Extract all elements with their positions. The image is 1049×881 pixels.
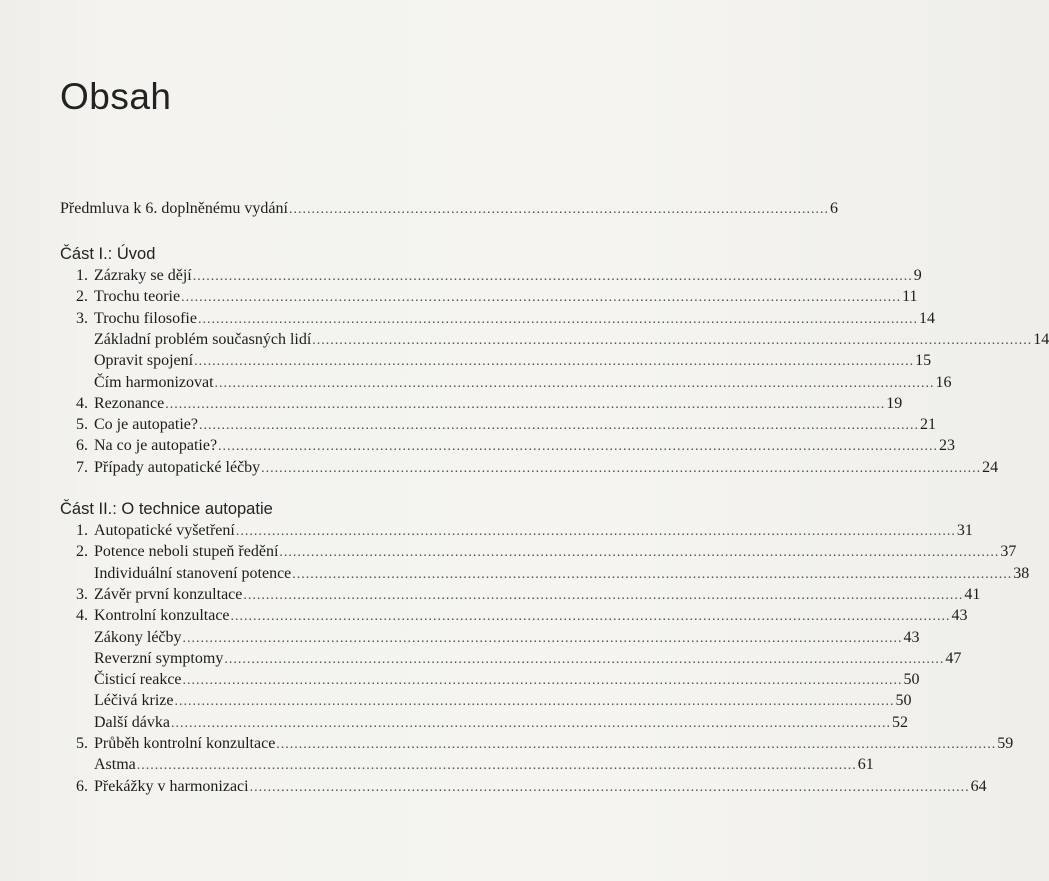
toc-entry [60, 330, 1049, 353]
dot-leader: ................................................................................................................................................................ [174, 694, 895, 710]
toc-entry [60, 288, 918, 310]
toc-entry-label: Základní problém současných lidí [94, 330, 312, 348]
toc-entry [60, 692, 912, 714]
page-title: Obsah [60, 76, 172, 117]
dot-leader: ................................................................................................................................................................ [230, 609, 951, 625]
dot-leader: ................................................................................................................................................................ [235, 524, 956, 539]
toc-entry [60, 543, 1017, 565]
toc-entry-label: Individuální stanovení potence [94, 564, 292, 582]
toc-entry-label: Potence neboli stupeň ředění [94, 543, 279, 561]
toc-entry [60, 309, 935, 332]
toc-entry [60, 671, 920, 693]
toc-entry [60, 735, 1014, 757]
part-1-heading: Část I.: Úvod [60, 245, 156, 263]
dot-leader: ................................................................................................................................................................ [181, 290, 902, 306]
toc-entry-page: 59 [997, 735, 1014, 752]
dot-leader: ................................................................................................................................................................ [279, 545, 1000, 561]
toc-entry [60, 437, 956, 459]
toc-entry-page: 50 [895, 692, 912, 710]
toc-entry-number: 3. [76, 309, 88, 327]
toc-entry-page: 11 [902, 288, 918, 306]
toc-entry [60, 564, 1030, 587]
toc-entry-page: 31 [956, 522, 973, 539]
toc-entry-number: 1. [76, 267, 88, 284]
dot-leader: ................................................................................................................................................................ [276, 737, 997, 752]
dot-leader: ................................................................................................................................................................ [312, 332, 1033, 348]
toc-entry-label: Zákony léčby [94, 628, 182, 646]
toc-entry-label: Autopatické vyšetření [94, 522, 235, 539]
toc-entry-page: 16 [935, 373, 952, 391]
toc-entry-page: 6 [829, 200, 838, 217]
dot-leader: ................................................................................................................................................................ [197, 311, 918, 327]
toc-entry-page: 43 [951, 607, 968, 625]
toc-entry-page: 9 [913, 267, 922, 284]
dot-leader: ................................................................................................................................................................ [194, 354, 915, 370]
dot-leader: ................................................................................................................................................................ [224, 651, 945, 667]
toc-entry-number: 6. [76, 437, 88, 455]
toc-entry-page: 61 [857, 756, 874, 774]
toc-entry [60, 416, 936, 438]
toc-entry-page: 24 [982, 458, 999, 476]
toc-entry-label: Průběh kontrolní konzultace [94, 735, 276, 752]
toc-entry-label: Léčivá krize [94, 692, 174, 710]
toc-entry-label: Čisticí reakce [94, 671, 182, 689]
toc-entry [60, 649, 962, 672]
toc-entry-number: 5. [76, 416, 88, 434]
toc-entry-page: 50 [903, 671, 920, 689]
toc-entry-page: 38 [1013, 564, 1030, 582]
dot-leader: ................................................................................................................................................................ [218, 439, 939, 455]
toc-entry-label: Překážky v harmonizaci [94, 777, 249, 795]
part-2-heading: Část II.: O technice autopatie [60, 500, 273, 518]
toc-entry-page: 14 [918, 309, 935, 327]
toc-entry-label: Trochu filosofie [94, 309, 197, 327]
dot-leader: ................................................................................................................................................................ [249, 779, 970, 795]
toc-entry-label: Závěr první konzultace [94, 585, 243, 603]
dot-leader: ................................................................................................................................................................ [261, 460, 982, 476]
toc-entry-number: 7. [76, 458, 88, 476]
toc-entry [60, 756, 874, 778]
toc-entry-page: 23 [939, 437, 956, 455]
toc-entry-preface [60, 200, 838, 222]
toc-entry [60, 777, 987, 800]
toc-entry-number: 6. [76, 777, 88, 795]
toc-entry-label: Kontrolní konzultace [94, 607, 230, 625]
toc-entry [60, 352, 932, 374]
toc-entry-label: Další dávka [94, 713, 170, 731]
toc-entry-label: Předmluva k 6. doplněnému vydání [60, 200, 288, 217]
toc-entry-label: Rezonance [94, 394, 165, 412]
dot-leader: ................................................................................................................................................................ [136, 758, 857, 774]
dot-leader: ........................................................................................................................ [288, 202, 829, 217]
toc-entry [60, 628, 920, 651]
toc-entry-page: 14 [1033, 330, 1049, 348]
toc-entry-number: 4. [76, 394, 88, 412]
dot-leader: ................................................................................................................................................................ [243, 587, 964, 603]
toc-entry-label: Reverzní symptomy [94, 649, 224, 667]
toc-entry-label: Zázraky se dějí [94, 267, 192, 284]
dot-leader: ................................................................................................................................................................ [198, 418, 919, 434]
dot-leader: ................................................................................................................................................................ [165, 396, 886, 412]
toc-entry-label: Případy autopatické léčby [94, 458, 261, 476]
toc-entry [60, 373, 952, 396]
toc-entry-page: 43 [903, 628, 920, 646]
toc-entry-label: Co je autopatie? [94, 416, 198, 434]
toc-entry-page: 52 [891, 713, 908, 731]
toc-entry [60, 585, 981, 608]
dot-leader: ................................................................................................................................................................ [192, 269, 913, 284]
toc-entry-label: Na co je autopatie? [94, 437, 218, 455]
toc-entry-page: 37 [1000, 543, 1017, 561]
toc-entry [60, 267, 922, 289]
toc-entry-label: Opravit spojení [94, 352, 194, 370]
dot-leader: ................................................................................................................................................................ [292, 566, 1013, 582]
toc-entry-page: 21 [919, 416, 936, 434]
dot-leader: ................................................................................................................................................................ [170, 715, 891, 731]
toc-entry [60, 713, 908, 736]
toc-entry-page: 47 [945, 649, 962, 667]
dot-leader: ................................................................................................................................................................ [182, 673, 903, 689]
toc-entry-page: 41 [964, 585, 981, 603]
toc-entry [60, 458, 999, 481]
toc-entry-number: 4. [76, 607, 88, 625]
toc-entry-number: 3. [76, 585, 88, 603]
toc-entry-number: 2. [76, 288, 88, 306]
dot-leader: ................................................................................................................................................................ [214, 375, 935, 391]
toc-entry [60, 607, 968, 629]
toc-entry-number: 2. [76, 543, 88, 561]
toc-entry-page: 19 [886, 394, 903, 412]
dot-leader: ................................................................................................................................................................ [182, 630, 903, 646]
toc-entry-number: 1. [76, 522, 88, 539]
toc-entry-number: 5. [76, 735, 88, 752]
toc-entry-page: 64 [970, 777, 987, 795]
toc-entry-label: Astma [94, 756, 136, 774]
toc-entry [60, 522, 973, 544]
toc-entry-label: Čím harmonizovat [94, 373, 214, 391]
toc-entry [60, 394, 903, 417]
toc-entry-page: 15 [915, 352, 932, 370]
toc-entry-label: Trochu teorie [94, 288, 181, 306]
